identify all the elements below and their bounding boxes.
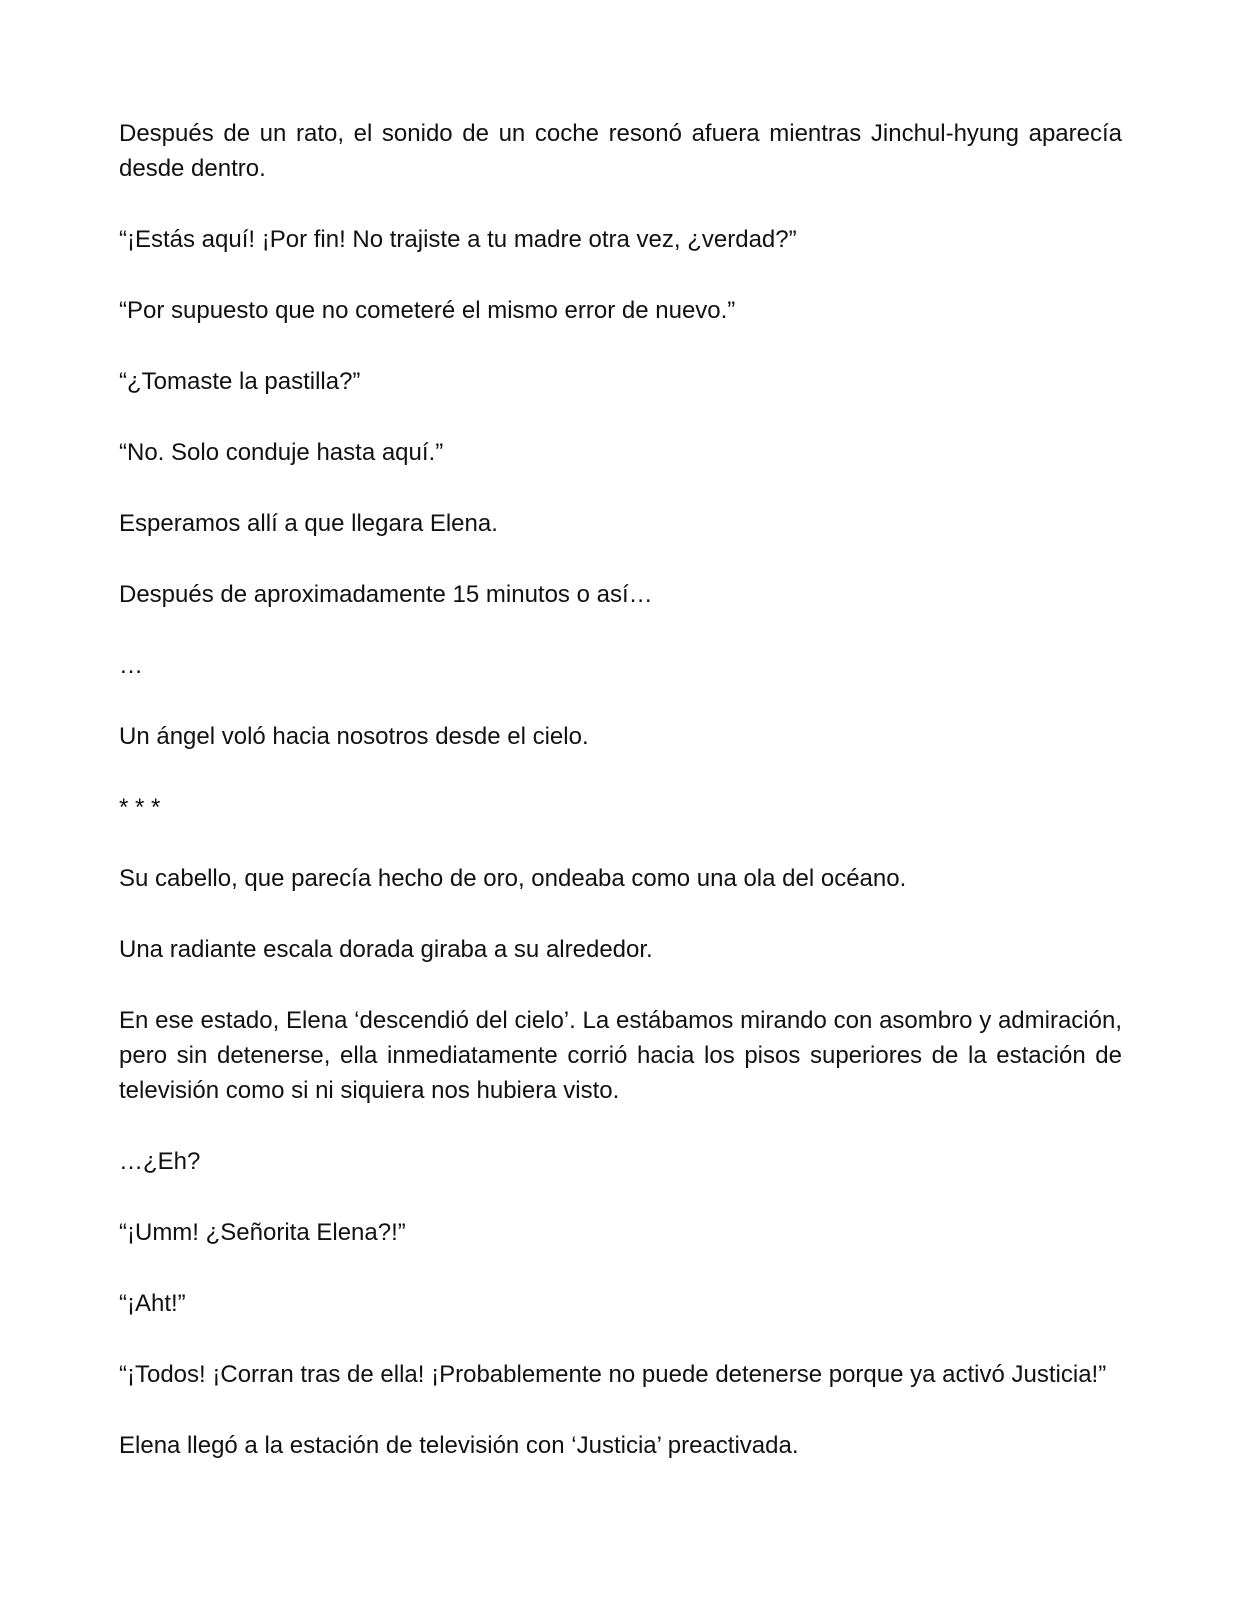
paragraph: “Por supuesto que no cometeré el mismo error de nuevo.” [119, 297, 736, 324]
paragraph: Elena llegó a la estación de televisión con ‘Justicia’ preactivada. [119, 1432, 799, 1459]
paragraph: “No. Solo conduje hasta aquí.” [119, 439, 444, 466]
paragraph: “¡Todos! ¡Corran tras de ella! ¡Probablemente no puede detenerse porque ya activó Justicia!” [119, 1361, 1107, 1388]
paragraph: Su cabello, que parecía hecho de oro, ondeaba como una ola del océano. [119, 865, 907, 892]
paragraph: Una radiante escala dorada giraba a su alrededor. [119, 936, 653, 963]
paragraph: “¿Tomaste la pastilla?” [119, 368, 361, 395]
paragraph: Después de aproximadamente 15 minutos o así… [119, 581, 653, 608]
paragraph: “¡Estás aquí! ¡Por fin! No trajiste a tu madre otra vez, ¿verdad?” [119, 226, 797, 253]
paragraph: “¡Aht!” [119, 1290, 186, 1317]
paragraph: …¿Eh? [119, 1148, 201, 1175]
paragraph: En ese estado, Elena ‘descendió del cielo’. La estábamos mirando con asombro y admiración, pero sin detenerse, ella inmediatamente corrió hacia los pisos superiores de la estación de televisión como si ni siquiera nos hubiera visto. [119, 1007, 1122, 1104]
section-break: * * * [119, 794, 161, 821]
document-body [119, 116, 1122, 1499]
paragraph: Después de un rato, el sonido de un coche resonó afuera mientras Jinchul-hyung aparecía desde dentro. [119, 120, 1122, 182]
paragraph: … [119, 652, 143, 679]
paragraph: “¡Umm! ¿Señorita Elena?!” [119, 1219, 406, 1246]
paragraph: Un ángel voló hacia nosotros desde el cielo. [119, 723, 589, 750]
paragraph: Esperamos allí a que llegara Elena. [119, 510, 498, 537]
